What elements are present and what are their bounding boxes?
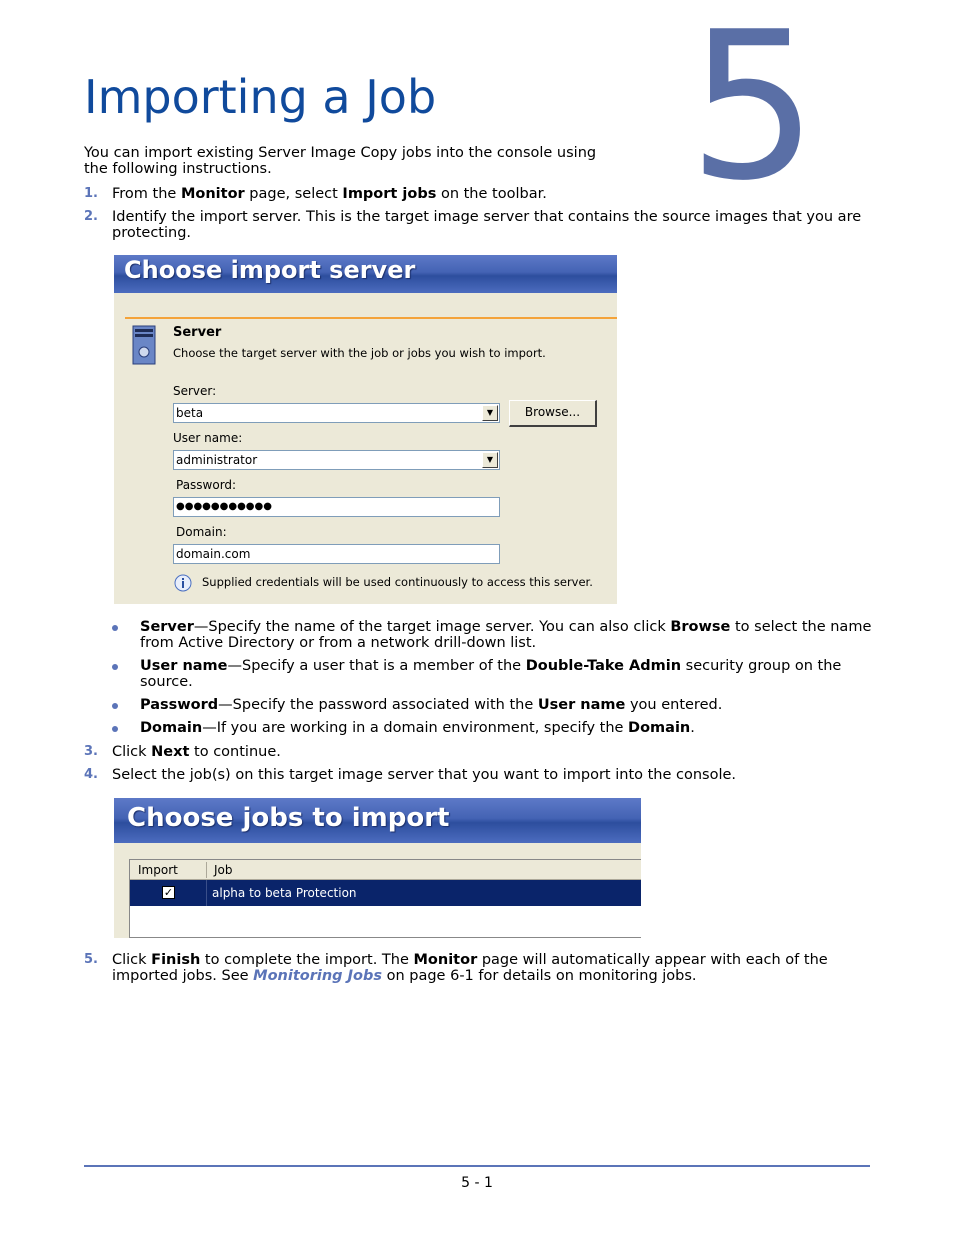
domain-label: Domain: xyxy=(176,525,227,539)
step-text: Click Next to continue. xyxy=(112,744,281,760)
wizard-banner xyxy=(114,798,641,843)
column-header-import[interactable]: Import xyxy=(138,863,178,877)
step-text: Select the job(s) on this target image server that you want to import into the console. xyxy=(112,767,737,783)
bullet-server xyxy=(112,619,874,651)
chevron-down-icon[interactable]: ▼ xyxy=(482,405,498,421)
chapter-number: 5 xyxy=(688,0,818,226)
bullet-text: User name—Specify a user that is a member of the Double-Take Admin security group on the source. xyxy=(140,658,842,690)
section-title: Server xyxy=(173,325,222,340)
column-header-job[interactable]: Job xyxy=(214,863,233,877)
bullet-dot xyxy=(112,625,118,631)
section-description: Choose the target server with the job or jobs you wish to import. xyxy=(173,346,546,360)
bullet-domain xyxy=(112,720,874,736)
wizard-banner-title: Choose import server xyxy=(124,256,416,284)
step-text: From the Monitor page, select Import jobs on the toolbar. xyxy=(112,186,547,202)
step-number: 4. xyxy=(84,767,98,782)
step-5 xyxy=(84,952,874,984)
server-icon xyxy=(132,325,156,369)
server-select[interactable] xyxy=(173,403,500,423)
jobs-list[interactable] xyxy=(129,859,641,938)
table-row[interactable] xyxy=(130,880,641,906)
bullet-text: Server—Specify the name of the target image server. You can also click Browse to select the name from Active Directory or from a network drill-down list. xyxy=(140,619,872,651)
wizard-banner xyxy=(114,255,617,293)
import-server-screenshot xyxy=(114,255,617,604)
username-label: User name: xyxy=(173,431,243,445)
chevron-down-icon[interactable]: ▼ xyxy=(482,452,498,468)
domain-field[interactable] xyxy=(173,544,500,564)
info-icon xyxy=(174,574,192,596)
password-value: ●●●●●●●●●●● xyxy=(176,501,272,512)
bullet-dot xyxy=(112,703,118,709)
username-value: administrator xyxy=(176,453,258,467)
step-1 xyxy=(84,186,874,202)
step-4 xyxy=(84,767,874,783)
import-checkbox[interactable]: ✓ xyxy=(163,886,174,899)
step-3 xyxy=(84,744,874,760)
step-number: 2. xyxy=(84,209,98,224)
step-text: Identify the import server. This is the target image server that contains the source images that you are protecting. xyxy=(112,209,862,241)
server-value: beta xyxy=(176,406,204,420)
column-divider xyxy=(206,880,207,906)
bullet-dot xyxy=(112,726,118,732)
username-select[interactable] xyxy=(173,450,500,470)
page-number: 5 - 1 xyxy=(461,1175,493,1191)
step-number: 1. xyxy=(84,186,98,201)
page-title: Importing a Job xyxy=(84,70,437,124)
bullet-text: Domain—If you are working in a domain environment, specify the Domain. xyxy=(140,720,695,736)
browse-button[interactable]: Browse... xyxy=(509,400,597,427)
info-text: Supplied credentials will be used continuously to access this server. xyxy=(202,575,593,589)
section-divider xyxy=(125,317,617,319)
step-2 xyxy=(84,209,874,241)
monitoring-jobs-link[interactable]: Monitoring Jobs xyxy=(253,968,382,984)
job-name: alpha to beta Protection xyxy=(212,886,357,900)
bullet-username xyxy=(112,658,874,690)
bullet-dot xyxy=(112,664,118,670)
domain-value: domain.com xyxy=(176,547,251,561)
password-label: Password: xyxy=(176,478,237,492)
column-divider xyxy=(206,862,207,878)
password-field[interactable] xyxy=(173,497,500,517)
server-label: Server: xyxy=(173,384,217,398)
intro-paragraph: You can import existing Server Image Copy jobs into the console using the following instructions. xyxy=(84,145,597,177)
footer-divider xyxy=(84,1165,870,1167)
bullet-password xyxy=(112,697,874,713)
step-number: 5. xyxy=(84,952,98,967)
choose-jobs-screenshot xyxy=(114,798,641,938)
wizard-banner-title: Choose jobs to import xyxy=(127,803,450,833)
step-text: Click Finish to complete the import. The Monitor page will automatically appear with each of the imported jobs. See Monitoring Jobs on page 6-1 for details on monitoring jobs. xyxy=(112,952,828,984)
step-number: 3. xyxy=(84,744,98,759)
list-header xyxy=(130,860,641,880)
bullet-text: Password—Specify the password associated with the User name you entered. xyxy=(140,697,723,713)
